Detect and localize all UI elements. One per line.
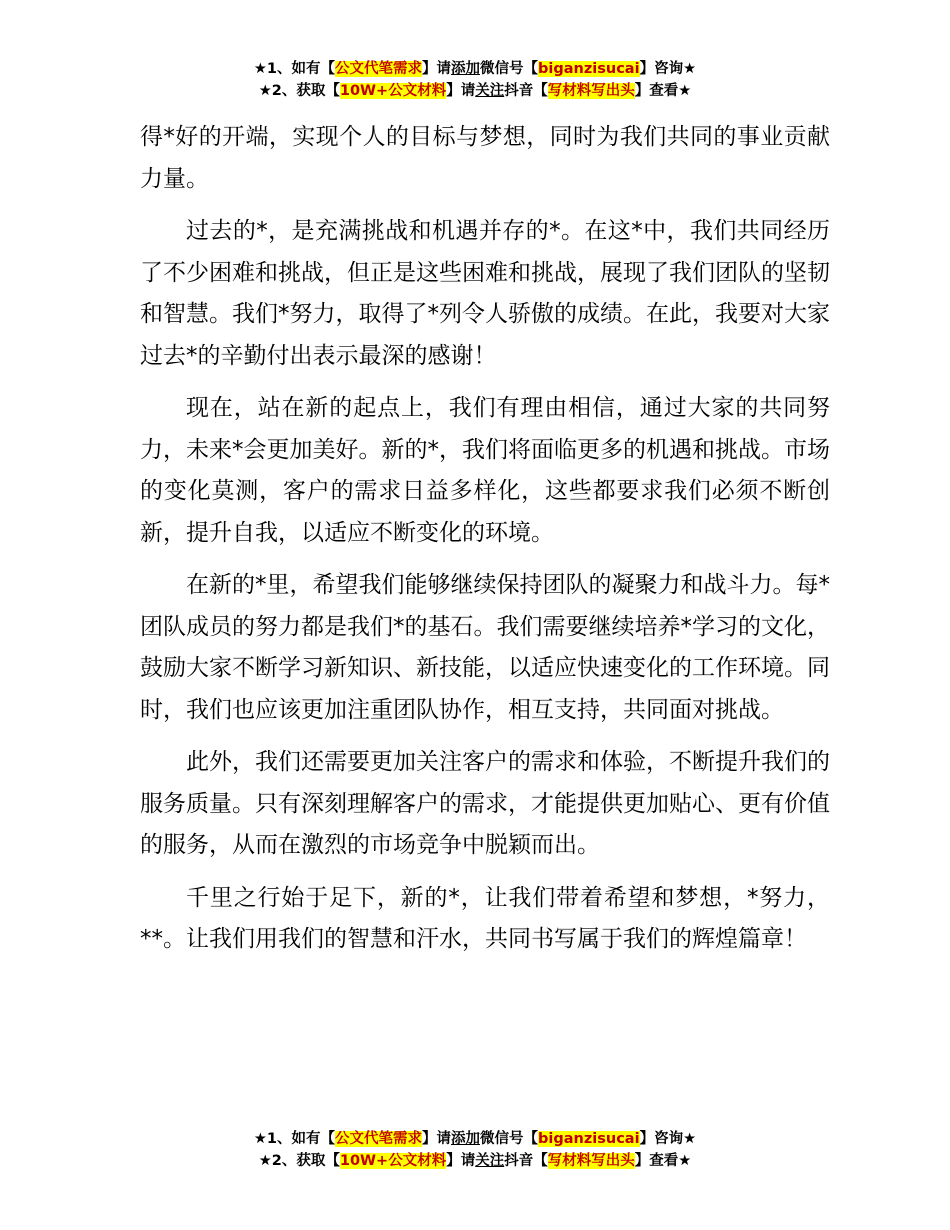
star-icon: ★ xyxy=(683,61,697,77)
highlight-douyin-id: 写材料写出头 xyxy=(547,1153,635,1169)
banner-text: 】查看 xyxy=(634,83,679,99)
banner-text: 抖音【 xyxy=(504,83,548,99)
star-icon: ★ xyxy=(253,61,267,77)
underlined-text: 关注 xyxy=(475,1153,505,1169)
banner-text: 】请 xyxy=(422,61,452,77)
paragraph: 得*好的开端，实现个人的目标与梦想，同时为我们共同的事业贡献力量。 xyxy=(140,124,830,192)
star-icon: ★ xyxy=(253,1131,267,1147)
paragraph: 千里之行始于足下，新的*，让我们带着希望和梦想，*努力，**。让我们用我们的智慧和汗水，共同书写属于我们的辉煌篇章！ xyxy=(140,884,830,952)
banner-text: 微信号【 xyxy=(480,61,539,77)
paragraph: 此外，我们还需要更加关注客户的需求和体验，不断提升我们的服务质量。只有深刻理解客户的需求，才能提供更加贴心、更有价值的服务，从而在激烈的市场竞争中脱颖而出。 xyxy=(140,749,830,858)
highlight-materials: 10W+公文材料 xyxy=(339,1153,447,1169)
star-icon: ★ xyxy=(678,1153,692,1169)
banner-text: 】咨询 xyxy=(639,1131,684,1147)
paragraph: 在新的*里，希望我们能够继续保持团队的凝聚力和战斗力。每*团队成员的努力都是我们*的基石。我们需要继续培养*学习的文化，鼓励大家不断学习新知识、新技能，以适应快速变化的工作环境。同时，我们也应该更加注重团队协作，相互支持，共同面对挑战。 xyxy=(140,572,830,723)
star-icon: ★ xyxy=(258,83,272,99)
highlight-materials: 10W+公文材料 xyxy=(339,83,447,99)
banner-line-2 xyxy=(0,80,950,102)
star-icon: ★ xyxy=(678,83,692,99)
document-body xyxy=(140,117,830,972)
banner-text: 1、如有【 xyxy=(266,1131,336,1147)
paragraph: 过去的*，是充满挑战和机遇并存的*。在这*中，我们共同经历了不少困难和挑战，但正是这些困难和挑战，展现了我们团队的坚韧和智慧。我们*努力，取得了*列令人骄傲的成绩。在此，我要对大家过去*的辛勤付出表示最深的感谢！ xyxy=(140,218,830,369)
footer-banner xyxy=(0,1128,950,1172)
star-icon: ★ xyxy=(683,1131,697,1147)
highlight-service: 公文代笔需求 xyxy=(335,1131,423,1147)
banner-text: 1、如有【 xyxy=(266,61,336,77)
banner-line-1 xyxy=(0,58,950,80)
banner-text: 】咨询 xyxy=(639,61,684,77)
underlined-text: 添加 xyxy=(451,61,481,77)
banner-line-1 xyxy=(0,1128,950,1150)
star-icon: ★ xyxy=(258,1153,272,1169)
banner-text: 】请 xyxy=(446,1153,476,1169)
highlight-douyin-id: 写材料写出头 xyxy=(547,83,635,99)
highlight-wechat-id: biganzisucai xyxy=(538,1131,640,1147)
underlined-text: 关注 xyxy=(475,83,505,99)
banner-text: 抖音【 xyxy=(504,1153,548,1169)
banner-text: 】请 xyxy=(422,1131,452,1147)
banner-text: 】请 xyxy=(446,83,476,99)
banner-text: 2、获取【 xyxy=(271,1153,340,1169)
paragraph: 现在，站在新的起点上，我们有理由相信，通过大家的共同努力，未来*会更加美好。新的*，我们将面临更多的机遇和挑战。市场的变化莫测，客户的需求日益多样化，这些都要求我们必须不断创新，提升自我，以适应不断变化的环境。 xyxy=(140,395,830,546)
highlight-wechat-id: biganzisucai xyxy=(538,61,640,77)
underlined-text: 添加 xyxy=(451,1131,481,1147)
banner-text: 2、获取【 xyxy=(271,83,340,99)
highlight-service: 公文代笔需求 xyxy=(335,61,423,77)
banner-text: 】查看 xyxy=(634,1153,679,1169)
banner-line-2 xyxy=(0,1150,950,1172)
header-banner xyxy=(0,58,950,102)
banner-text: 微信号【 xyxy=(480,1131,539,1147)
